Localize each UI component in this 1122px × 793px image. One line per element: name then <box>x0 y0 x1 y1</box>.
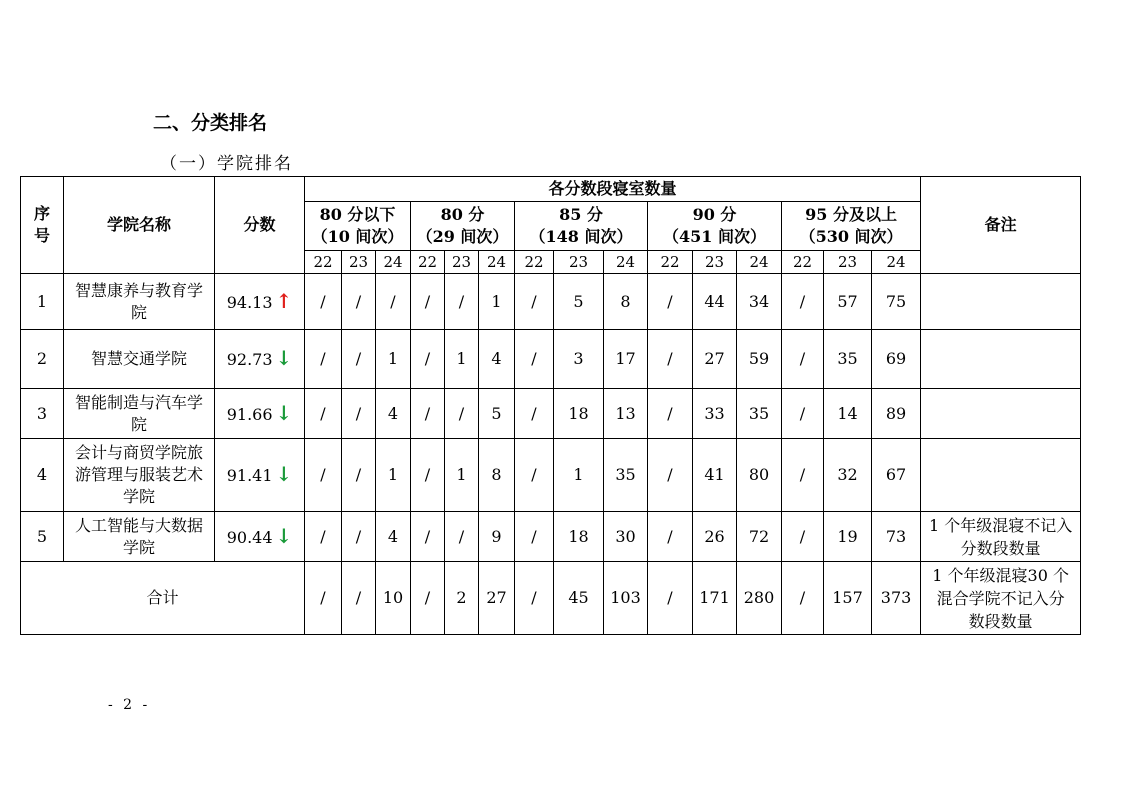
college-name-text: 智慧康养与教育学院 <box>74 280 203 322</box>
row-seq: 5 <box>21 512 64 562</box>
year-header: 24 <box>479 251 515 274</box>
band-count-cell: 8 <box>479 439 515 512</box>
total-count-cell: / <box>411 562 445 635</box>
total-count-cell: 10 <box>376 562 411 635</box>
band-count-cell: 17 <box>604 330 648 389</box>
college-name-text: 会计与商贸学院旅游管理与服装艺术学院 <box>74 443 203 506</box>
trend-down-icon: ↓ <box>275 346 293 370</box>
band-count-cell: 1 <box>445 439 479 512</box>
band-count: （29 间次） <box>416 227 509 246</box>
band-count-cell: 30 <box>604 512 648 562</box>
band-count-cell: 4 <box>376 512 411 562</box>
band-count-cell: / <box>411 512 445 562</box>
band-count-cell: 57 <box>824 274 872 330</box>
year-header: 24 <box>604 251 648 274</box>
band-count-cell: / <box>305 439 342 512</box>
band-count-cell: / <box>342 439 376 512</box>
band-count-cell: 13 <box>604 389 648 439</box>
year-header: 23 <box>342 251 376 274</box>
band-count-cell: 1 <box>554 439 604 512</box>
band-count-cell: / <box>515 439 554 512</box>
band-count-cell: / <box>648 330 693 389</box>
band-count-cell: / <box>305 274 342 330</box>
page-number: - 2 - <box>108 697 151 713</box>
band-count-cell: / <box>411 330 445 389</box>
band-count-cell: / <box>305 389 342 439</box>
band-count-cell: 14 <box>824 389 872 439</box>
row-seq: 4 <box>21 439 64 512</box>
total-count-cell: 27 <box>479 562 515 635</box>
table-row <box>21 330 1081 389</box>
band-count-cell: / <box>515 512 554 562</box>
band-label: 80 分以下 <box>319 205 396 224</box>
header-band-3 <box>648 202 782 251</box>
band-count-cell: / <box>445 274 479 330</box>
band-count-cell: / <box>648 512 693 562</box>
band-count-cell: 59 <box>737 330 782 389</box>
year-header: 22 <box>305 251 342 274</box>
row-college-name <box>64 330 215 389</box>
band-count-cell: / <box>411 389 445 439</box>
band-count-cell: 41 <box>693 439 737 512</box>
row-score <box>215 274 305 330</box>
table-row <box>21 274 1081 330</box>
band-count-cell: / <box>342 274 376 330</box>
band-count-cell: / <box>411 274 445 330</box>
row-note <box>921 274 1081 330</box>
total-count-cell: 373 <box>872 562 921 635</box>
row-note: 1 个年级混寝不记入分数段数量 <box>921 512 1081 562</box>
score-value: 91.66 <box>226 404 273 424</box>
total-count-cell: 2 <box>445 562 479 635</box>
row-seq: 3 <box>21 389 64 439</box>
band-count-cell: / <box>376 274 411 330</box>
year-header: 23 <box>824 251 872 274</box>
college-name-text: 人工智能与大数据学院 <box>74 515 203 557</box>
band-count-cell: 1 <box>445 330 479 389</box>
band-count-cell: 34 <box>737 274 782 330</box>
band-label: 90 分 <box>692 205 737 224</box>
year-header: 23 <box>693 251 737 274</box>
year-header: 24 <box>376 251 411 274</box>
total-note-text: 1 个年级混寝30 个混合学院不记入分数段数量 <box>932 565 1069 631</box>
total-count-cell: / <box>782 562 824 635</box>
row-college-name <box>64 512 215 562</box>
total-count-cell: 171 <box>693 562 737 635</box>
band-count-cell: 32 <box>824 439 872 512</box>
total-count-cell: / <box>342 562 376 635</box>
year-header: 23 <box>445 251 479 274</box>
band-count-cell: / <box>305 512 342 562</box>
table-row <box>21 512 1081 562</box>
band-count-cell: 9 <box>479 512 515 562</box>
band-count-cell: / <box>445 389 479 439</box>
band-count-cell: 1 <box>479 274 515 330</box>
band-count: （530 间次） <box>799 227 903 246</box>
band-count-cell: / <box>782 274 824 330</box>
trend-down-icon: ↓ <box>275 462 293 486</box>
band-count-cell: / <box>411 439 445 512</box>
band-count-cell: 18 <box>554 512 604 562</box>
band-count-cell: / <box>515 389 554 439</box>
score-value: 94.13 <box>226 292 273 312</box>
band-count-cell: 4 <box>376 389 411 439</box>
band-count: （451 间次） <box>663 227 766 246</box>
band-count-cell: / <box>782 389 824 439</box>
total-count-cell: / <box>515 562 554 635</box>
row-score <box>215 330 305 389</box>
band-count-cell: / <box>445 512 479 562</box>
band-count-cell: 44 <box>693 274 737 330</box>
total-count-cell: 280 <box>737 562 782 635</box>
trend-down-icon: ↓ <box>275 400 293 425</box>
band-count-cell: 75 <box>872 274 921 330</box>
section-title: 二、分类排名 <box>153 112 268 134</box>
college-ranking-table <box>20 176 1081 635</box>
year-header: 22 <box>782 251 824 274</box>
band-count-cell: 1 <box>376 330 411 389</box>
band-count-cell: / <box>515 330 554 389</box>
total-count-cell: 103 <box>604 562 648 635</box>
row-score <box>215 389 305 439</box>
band-count-cell: 4 <box>479 330 515 389</box>
row-seq: 2 <box>21 330 64 389</box>
header-college-name: 学院名称 <box>64 177 215 274</box>
band-count-cell: / <box>342 389 376 439</box>
header-seq <box>21 177 64 274</box>
band-count-cell: / <box>782 330 824 389</box>
band-count-cell: 1 <box>376 439 411 512</box>
total-count-cell: 45 <box>554 562 604 635</box>
row-college-name <box>64 274 215 330</box>
band-count-cell: 73 <box>872 512 921 562</box>
total-label: 合计 <box>21 562 305 635</box>
total-count-cell: / <box>305 562 342 635</box>
header-band-0 <box>305 202 411 251</box>
band-count-cell: / <box>648 389 693 439</box>
row-college-name <box>64 439 215 512</box>
band-count-cell: 19 <box>824 512 872 562</box>
row-note <box>921 439 1081 512</box>
year-header: 24 <box>737 251 782 274</box>
band-label: 95 分及以上 <box>805 205 897 224</box>
header-seq-bottom: 号 <box>33 226 50 245</box>
total-count-cell: / <box>648 562 693 635</box>
table-row <box>21 389 1081 439</box>
row-note <box>921 330 1081 389</box>
trend-up-icon: ↑ <box>275 288 293 313</box>
header-band-group: 各分数段寝室数量 <box>305 177 921 202</box>
row-seq: 1 <box>21 274 64 330</box>
trend-down-icon: ↓ <box>275 523 293 548</box>
band-count-cell: / <box>342 330 376 389</box>
band-count-cell: 3 <box>554 330 604 389</box>
row-score <box>215 439 305 512</box>
header-note: 备注 <box>921 177 1081 274</box>
year-header: 24 <box>872 251 921 274</box>
band-count-cell: 5 <box>554 274 604 330</box>
band-label: 80 分 <box>440 205 485 224</box>
band-count-cell: / <box>342 512 376 562</box>
band-count-cell: / <box>648 274 693 330</box>
band-count: （10 间次） <box>311 227 404 246</box>
total-row <box>21 562 1081 635</box>
band-count-cell: 18 <box>554 389 604 439</box>
band-count-cell: / <box>648 439 693 512</box>
score-value: 91.41 <box>226 466 273 485</box>
band-count-cell: 33 <box>693 389 737 439</box>
year-header: 22 <box>411 251 445 274</box>
row-college-name <box>64 389 215 439</box>
band-label: 85 分 <box>559 205 603 224</box>
band-count-cell: 5 <box>479 389 515 439</box>
band-count-cell: 69 <box>872 330 921 389</box>
band-count-cell: 80 <box>737 439 782 512</box>
band-count-cell: 72 <box>737 512 782 562</box>
band-count-cell: 89 <box>872 389 921 439</box>
score-value: 90.44 <box>226 527 273 547</box>
header-band-1 <box>411 202 515 251</box>
band-count-cell: 35 <box>737 389 782 439</box>
table-row <box>21 439 1081 512</box>
header-score: 分数 <box>215 177 305 274</box>
band-count-cell: 67 <box>872 439 921 512</box>
band-count-cell: 35 <box>604 439 648 512</box>
total-note <box>921 562 1081 635</box>
band-count-cell: / <box>515 274 554 330</box>
year-header: 22 <box>648 251 693 274</box>
year-header: 23 <box>554 251 604 274</box>
college-name-text: 智慧交通学院 <box>90 349 187 368</box>
college-name-text: 智能制造与汽车学院 <box>74 392 203 434</box>
header-band-4 <box>782 202 921 251</box>
row-score <box>215 512 305 562</box>
band-count-cell: / <box>305 330 342 389</box>
band-count-cell: 8 <box>604 274 648 330</box>
band-count-cell: 35 <box>824 330 872 389</box>
subsection-title: （一）学院排名 <box>160 154 293 174</box>
band-count-cell: 26 <box>693 512 737 562</box>
band-count-cell: / <box>782 439 824 512</box>
header-seq-top: 序 <box>33 204 50 223</box>
row-note <box>921 389 1081 439</box>
year-header: 22 <box>515 251 554 274</box>
total-count-cell: 157 <box>824 562 872 635</box>
score-value: 92.73 <box>226 350 273 369</box>
band-count-cell: 27 <box>693 330 737 389</box>
band-count: （148 间次） <box>529 227 633 246</box>
header-band-2 <box>515 202 648 251</box>
band-count-cell: / <box>782 512 824 562</box>
